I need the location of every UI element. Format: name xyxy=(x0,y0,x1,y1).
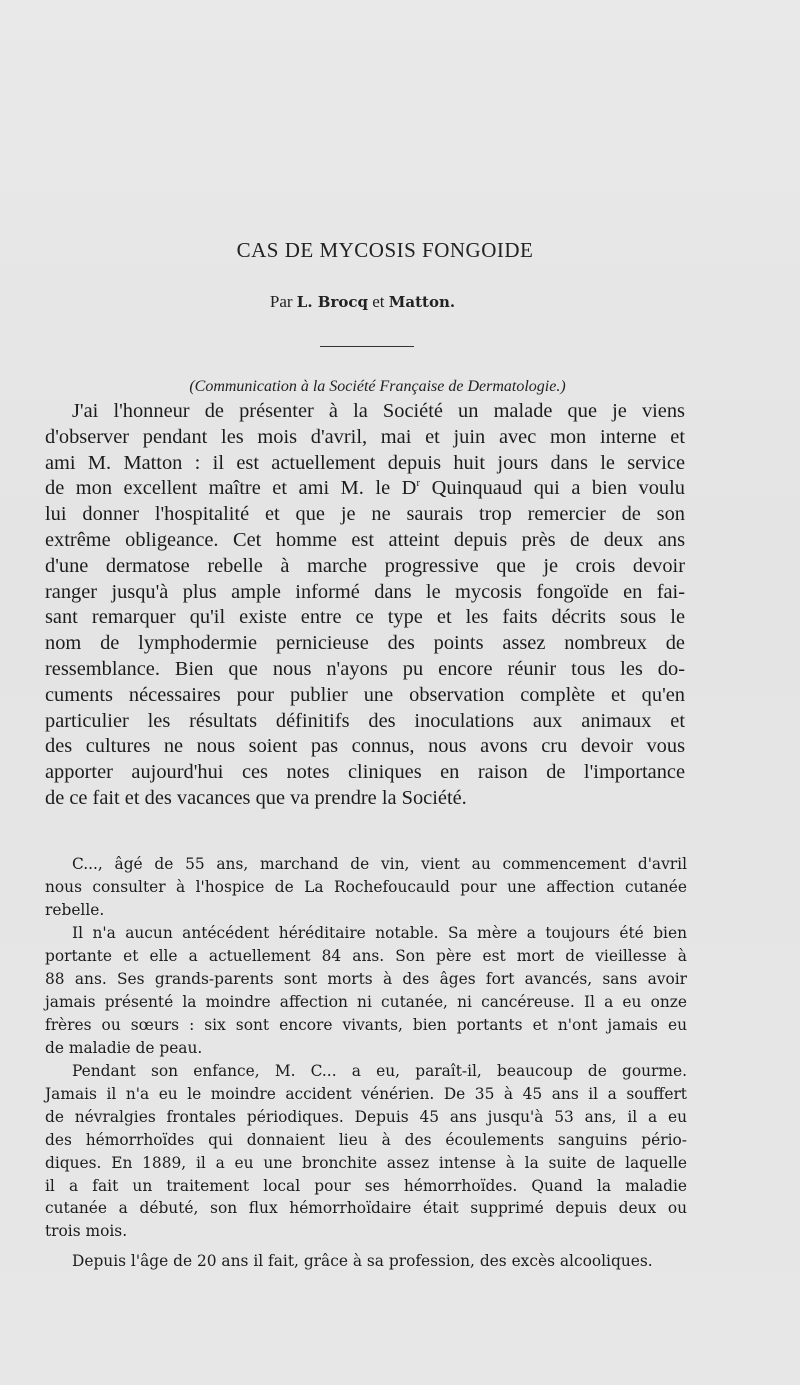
intro-line: cuments nécessaires pour publier une observation complète et qu'en xyxy=(45,683,685,706)
intro-line: ami M. Matton : il est actuellement depuis huit jours dans le service xyxy=(45,451,685,474)
intro-line: extrême obligeance. Cet homme est atteint depuis près de deux ans xyxy=(45,528,685,551)
article-authors xyxy=(0,292,725,312)
title-divider xyxy=(320,346,414,347)
observation-line: Il n'a aucun antécédent héréditaire notable. Sa mère a toujours été bien xyxy=(72,924,687,942)
article-title: CAS DE MYCOSIS FONGOIDE xyxy=(236,238,534,262)
intro-line: ressemblance. Bien que nous n'ayons pu encore réunir tous les do- xyxy=(45,657,685,680)
observation-line: frères ou sœurs : six sont encore vivants, bien portants et n'ont jamais eu xyxy=(45,1015,687,1034)
observation-line: de névralgies frontales périodiques. Depuis 45 ans jusqu'à 53 ans, il a eu xyxy=(45,1107,687,1126)
intro-line: des cultures ne nous soient pas connus, nous avons cru devoir vous xyxy=(45,735,685,758)
observation-line: jamais présenté la moindre affection ni cutanée, ni cancéreuse. Il a eu onze xyxy=(45,992,687,1011)
observation-line: trois mois. xyxy=(45,1222,128,1241)
observation-line: nous consulter à l'hospice de La Rochefoucauld pour une affection cutanée xyxy=(45,877,687,896)
intro-line: particulier les résultats définitifs des inoculations aux animaux et xyxy=(45,709,685,732)
observation-line: il a fait un traitement local pour ses hémorrhoïdes. Quand la maladie xyxy=(45,1176,687,1195)
intro-line: nom de lymphodermie pernicieuse des points assez nombreux de xyxy=(45,632,685,655)
intro-line: d'une dermatose rebelle à marche progressive que je crois devoir xyxy=(45,554,685,577)
authors-prefix: Par xyxy=(269,292,293,311)
observation-line: de maladie de peau. xyxy=(45,1038,203,1057)
observation-line: des hémorrhoïdes qui donnaient lieu à des écoulements sanguins pério- xyxy=(45,1130,687,1149)
authors-join: et xyxy=(372,292,385,311)
intro-line-with-superscript xyxy=(45,476,685,502)
author-brocq: L. Brocq xyxy=(296,293,368,311)
author-matton: Matton. xyxy=(388,293,456,311)
intro-line: apporter aujourd'hui ces notes cliniques en raison de l'importance xyxy=(45,761,685,784)
intro-paragraph xyxy=(45,399,685,812)
observation-paragraph-3 xyxy=(45,1060,687,1243)
intro-line: lui donner l'hospitalité et que je ne saurais trop remercier de son xyxy=(45,503,685,526)
observation-line: Depuis l'âge de 20 ans il fait, grâce à sa profession, des excès alcooliques. xyxy=(72,1252,653,1270)
intro-line: de ce fait et des vacances que va prendre la Société. xyxy=(45,786,467,809)
observation-line: cutanée a débuté, son flux hémorrhoïdaire était supprimé depuis deux ou xyxy=(45,1199,687,1218)
intro-line: sant remarquer qu'il existe entre ce type et les faits décrits sous le xyxy=(45,606,685,629)
observation-line: rebelle. xyxy=(45,900,105,919)
observation-line: diques. En 1889, il a eu une bronchite assez intense à la suite de laquelle xyxy=(45,1153,687,1172)
intro-line: J'ai l'honneur de présenter à la Société un malade que je viens xyxy=(72,400,685,422)
observation-line: C..., âgé de 55 ans, marchand de vin, vient au commencement d'avril xyxy=(72,855,687,873)
observation-paragraph-1 xyxy=(45,853,687,922)
observation-line: Pendant son enfance, M. C... a eu, paraît-il, beaucoup de gourme. xyxy=(72,1062,687,1080)
communication-note: (Communication à la Société Française de Dermatologie.) xyxy=(189,378,566,395)
observation-line: portante et elle a actuellement 84 ans. Son père est mort de vieillesse à xyxy=(45,946,687,965)
intro-line-tail: Quinquaud qui a bien voulu xyxy=(420,477,685,500)
intro-line: d'observer pendant les mois d'avril, mai et juin avec mon interne et xyxy=(45,425,685,448)
observation-paragraph-2 xyxy=(45,922,687,1059)
doctor-superscript: r xyxy=(416,477,421,490)
intro-line: ranger jusqu'à plus ample informé dans le mycosis fongoïde en fai- xyxy=(45,580,685,603)
intro-line-head: de mon excellent maître et ami M. le D xyxy=(45,477,417,500)
observation-line: 88 ans. Ses grands-parents sont morts à des âges fort avancés, sans avoir xyxy=(45,969,687,988)
observation-paragraph-4 xyxy=(45,1250,687,1273)
observation-line: Jamais il n'a eu le moindre accident vénérien. De 35 à 45 ans il a souffert xyxy=(45,1084,687,1103)
